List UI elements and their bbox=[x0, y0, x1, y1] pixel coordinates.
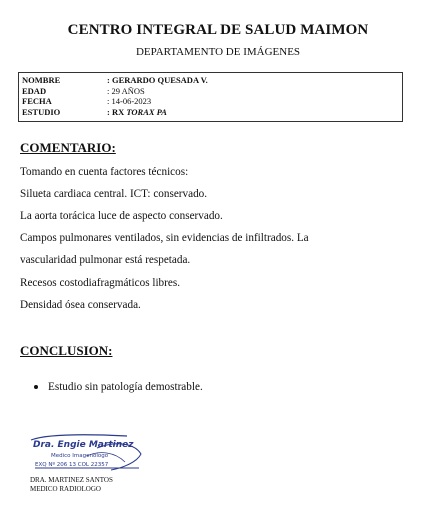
comment-heading: COMENTARIO: bbox=[20, 140, 116, 155]
info-row-name bbox=[22, 75, 400, 86]
conclusion-heading: CONCLUSION: bbox=[20, 343, 113, 358]
comment-line: Tomando en cuenta factores técnicos: bbox=[20, 166, 189, 178]
comment-line: Densidad ósea conservada. bbox=[20, 299, 141, 311]
signature-block bbox=[30, 476, 113, 494]
stamp-title: Medico Imagenologo bbox=[51, 453, 109, 459]
comment-line: La aorta torácica luce de aspecto conservado. bbox=[20, 210, 223, 222]
patient-name: : GERARDO QUESADA V. bbox=[107, 75, 208, 85]
comment-line: vascularidad pulmonar está respetada. bbox=[20, 254, 191, 266]
patient-info-box bbox=[18, 72, 403, 122]
signature-name: DRA. MARTINEZ SANTOS bbox=[30, 476, 113, 484]
info-label: FECHA bbox=[22, 96, 52, 106]
comment-line: Silueta cardiaca central. ICT: conservado. bbox=[20, 188, 208, 200]
study-date: : 14-06-2023 bbox=[107, 96, 152, 106]
doctor-stamp bbox=[27, 428, 145, 476]
info-row-age bbox=[22, 86, 400, 97]
study-type bbox=[107, 107, 167, 118]
stamp-name: Dra. Engie Martinez bbox=[33, 440, 134, 450]
comment-line: Campos pulmonares ventilados, sin evidencias de infiltrados. La bbox=[20, 232, 309, 244]
study-type-italic: TORAX PA bbox=[126, 106, 167, 117]
report-title: CENTRO INTEGRAL DE SALUD MAIMON bbox=[67, 22, 369, 38]
info-row-study bbox=[22, 107, 400, 118]
conclusion-item-text: Estudio sin patología demostrable. bbox=[48, 381, 203, 393]
bullet-icon bbox=[34, 385, 38, 389]
department-subtitle: DEPARTAMENTO DE IMÁGENES bbox=[135, 46, 301, 58]
stamp-license: EXQ Nº 206 13 COL 22357 bbox=[35, 462, 109, 468]
conclusion-item bbox=[34, 381, 203, 393]
study-type-prefix: : RX bbox=[107, 106, 127, 117]
patient-age: : 29 AÑOS bbox=[107, 85, 145, 96]
comment-line: Recesos costodiafragmáticos libres. bbox=[20, 277, 180, 289]
info-row-date bbox=[22, 96, 400, 107]
info-label: ESTUDIO bbox=[22, 106, 61, 117]
signature-title: MEDICO RADIOLOGO bbox=[30, 485, 101, 493]
info-label: NOMBRE bbox=[22, 75, 61, 85]
info-label: EDAD bbox=[22, 85, 47, 96]
